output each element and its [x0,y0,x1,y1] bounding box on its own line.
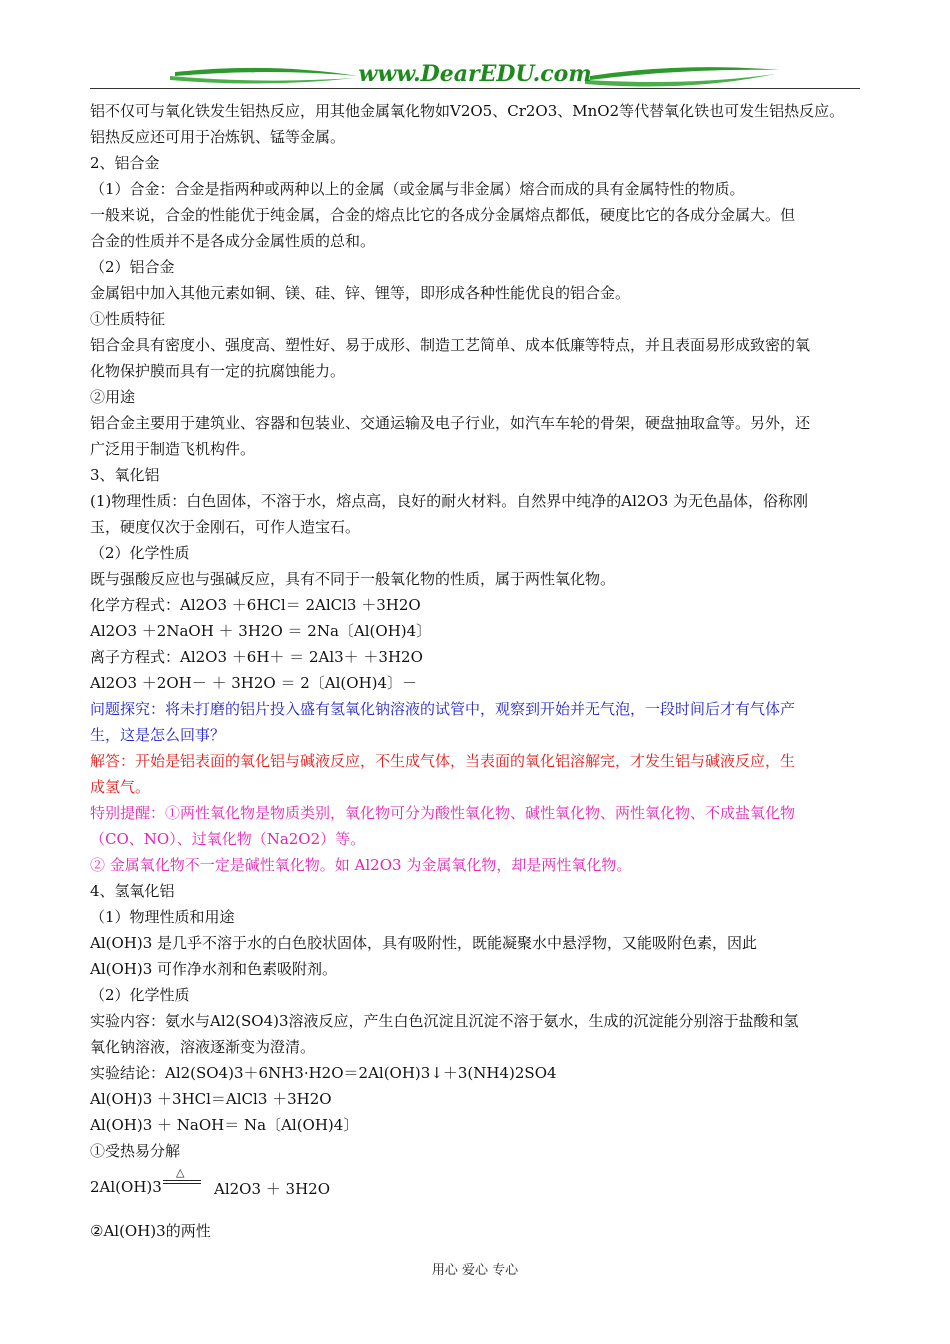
equation-lhs: 2Al(OH)3 [90,1178,162,1196]
equation-bar [163,1180,201,1181]
text-line: 4、氢氧化铝 [90,882,175,900]
text-line: 铝合金主要用于建筑业、容器和包装业、交通运输及电子行业，如汽车车轮的骨架，硬盘抽取盒等。另外，还 [90,414,811,432]
text-line: (1)物理性质：白色固体，不溶于水，熔点高，良好的耐火材料。自然界中纯净的Al2O3 为无色晶体，俗称刚 [90,492,809,510]
text-line: 化物保护膜而具有一定的抗腐蚀能力。 [90,362,346,380]
text-line: 解答：开始是铝表面的氧化铝与碱液反应，不生成气体，当表面的氧化铝溶解完，才发生铝与碱液反应，生 [90,752,796,770]
text-line: 特别提醒：①两性氧化物是物质类别，氧化物可分为酸性氧化物、碱性氧化物、两性氧化物、不成盐氧化物 [90,804,796,822]
text-line: ②用途 [90,388,136,406]
text-line: Al(OH)3 ＋ NaOH＝ Na〔Al(OH)4〕 [90,1116,359,1134]
text-line: 离子方程式：Al2O3 ＋6H＋ ＝ 2Al3＋ ＋3H2O [90,648,423,666]
page-footer: 用心 爱心 专心 [431,1263,519,1278]
text-line: 3、氧化铝 [90,466,160,484]
text-line: 既与强酸反应也与强碱反应，具有不同于一般氧化物的性质，属于两性氧化物。 [90,570,616,588]
header-rule [90,88,860,89]
text-line: （1）合金：合金是指两种或两种以上的金属（或金属与非金属）熔合而成的具有金属特性的物质。 [90,180,745,198]
document-body [90,98,865,1164]
text-line: 2、铝合金 [90,154,160,172]
text-line: Al2O3 ＋2NaOH ＋ 3H2O ＝ 2Na〔Al(OH)4〕 [90,622,432,640]
heat-condition: △ [176,1166,185,1179]
text-line: 生，这是怎么回事？ [90,726,226,744]
text-line: （CO、NO）、过氧化物（Na2O2）等。 [90,830,366,848]
text-line: 合金的性质并不是各成分金属性质的总和。 [90,232,376,250]
text-line: ①受热易分解 [90,1142,181,1160]
text-line: ①性质特征 [90,310,166,328]
site-logo: www.DearEDU.com [358,61,592,87]
text-line: Al2O3 ＋2OH－ ＋ 3H2O ＝ 2〔Al(OH)4〕－ [90,674,418,692]
equation-bar [163,1183,201,1184]
section-heading-amphoteric: ②Al(OH)3的两性 [90,1222,211,1240]
text-line: 金属铝中加入其他元素如铜、镁、硅、锌、锂等，即形成各种性能优良的铝合金。 [90,284,631,302]
text-line: 化学方程式：Al2O3 ＋6HCl＝ 2AlCl3 ＋3H2O [90,596,421,614]
text-line: 铝不仅可与氧化铁发生铝热反应，用其他金属氧化物如V2O5、Cr2O3、MnO2等代替氧化铁也可发生铝热反应。 [90,102,845,120]
text-line: 实验内容：氨水与Al2(SO4)3溶液反应，产生白色沉淀且沉淀不溶于氨水，生成的沉淀能分别溶于盐酸和氢 [90,1012,799,1030]
text-line: Al(OH)3 是几乎不溶于水的白色胶状固体，具有吸附性，既能凝聚水中悬浮物，又能吸附色素，因此 [90,934,758,952]
text-line: 实验结论：Al2(SO4)3＋6NH3·H2O＝2Al(OH)3↓＋3(NH4)2SO4 [90,1064,557,1082]
text-line: 氧化钠溶液，溶液逐渐变为澄清。 [90,1038,316,1056]
text-line: 玉，硬度仅次于金刚石，可作人造宝石。 [90,518,361,536]
text-line: 广泛用于制造飞机构件。 [90,440,256,458]
text-line: 一般来说，合金的性能优于纯金属，合金的熔点比它的各成分金属熔点都低，硬度比它的各成分金属大。但 [90,206,796,224]
text-line: 成氢气。 [90,778,151,796]
text-line: （1）物理性质和用途 [90,908,235,926]
text-line: Al(OH)3 可作净水剂和色素吸附剂。 [90,960,338,978]
text-line: （2）化学性质 [90,986,190,1004]
text-line: Al(OH)3 ＋3HCl＝AlCl3 ＋3H2O [90,1090,332,1108]
text-line: ② 金属氧化物不一定是碱性氧化物。如 Al2O3 为金属氧化物，却是两性氧化物。 [90,856,632,874]
text-line: （2）化学性质 [90,544,190,562]
equation-rhs: Al2O3 ＋ 3H2O [214,1180,331,1198]
text-line: （2）铝合金 [90,258,175,276]
text-line: 铝热反应还可用于冶炼钒、锰等金属。 [90,128,346,146]
text-line: 问题探究：将未打磨的铝片投入盛有氢氧化钠溶液的试管中，观察到开始并无气泡，一段时间后才有气体产 [90,700,796,718]
decomposition-equation [90,1166,590,1206]
text-line: 铝合金具有密度小、强度高、塑性好、易于成形、制造工艺简单、成本低廉等特点，并且表面易形成致密的氧 [90,336,811,354]
